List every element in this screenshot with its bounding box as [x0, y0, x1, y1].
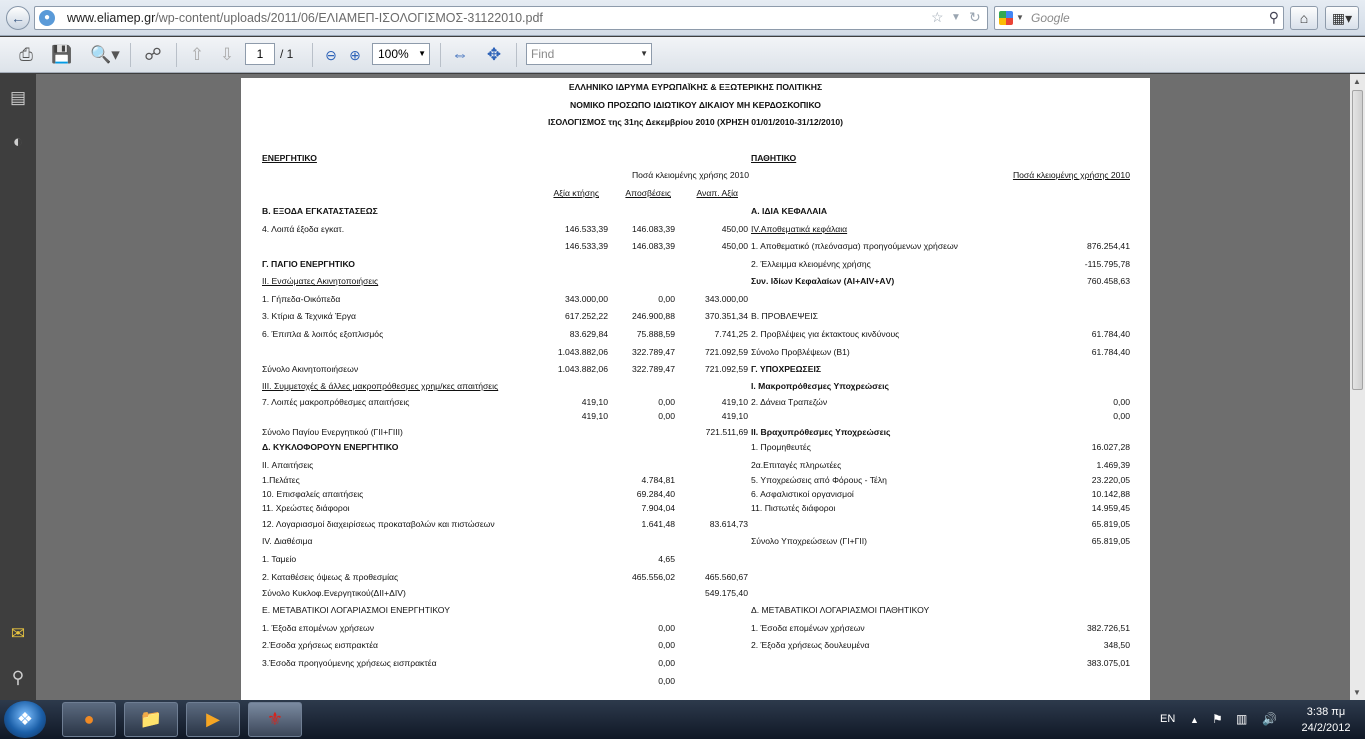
- asset-row-label: Σύνολο Ακινητοποιήσεων: [262, 364, 359, 374]
- asset-row-net-value: 7.741,25: [714, 329, 748, 339]
- asset-row-label: 7. Λοιπές μακροπρόθεσμες απαιτήσεις: [262, 397, 410, 407]
- asset-row-cost: 1.043.882,06: [557, 347, 608, 357]
- show-hidden-icons-icon[interactable]: ▲: [1190, 715, 1199, 725]
- network-icon[interactable]: ▥: [1236, 712, 1248, 726]
- liability-row-label: Δ. ΜΕΤΑΒΑΤΙΚΟΙ ΛΟΓΑΡΙΑΣΜΟΙ ΠΑΘΗΤΙΚΟΥ: [751, 605, 930, 615]
- asset-row-label: Β. ΕΞΟΔΑ ΕΓΚΑΤΑΣΤΑΣΕΩΣ: [262, 206, 378, 216]
- asset-row-cost: 419,10: [581, 397, 608, 407]
- zoom-in-button[interactable]: [344, 42, 366, 68]
- asset-row-depreciation: 0,00: [658, 640, 675, 650]
- liability-row-value: 16.027,28: [1091, 442, 1130, 452]
- search-box[interactable]: [994, 6, 1284, 30]
- asset-row-label: III. Συμμετοχές & άλλες μακροπρόθεσμες χρημ/κες απαιτήσεις: [262, 381, 499, 391]
- amount-header-right: Ποσά κλειομένης χρήσης 2010: [1012, 170, 1130, 180]
- asset-row-depreciation: 0,00: [658, 397, 675, 407]
- back-button[interactable]: [6, 6, 30, 30]
- windows-start-icon[interactable]: ❖: [4, 701, 46, 738]
- asset-row-depreciation: 7.904,04: [641, 503, 675, 513]
- asset-row-depreciation: 4.784,81: [641, 475, 675, 485]
- assets-title: ΕΝΕΡΓΗΤΙΚΟ: [262, 153, 317, 163]
- liability-row-label: Β. ΠΡΟΒΛΕΨΕΙΣ: [751, 311, 818, 321]
- comments-icon[interactable]: ✉: [10, 624, 26, 643]
- amount-header-left: Ποσά κλειομένης χρήσης 2010: [631, 170, 749, 180]
- liability-row-value: 0,00: [1113, 411, 1130, 421]
- asset-row-label: 6. Έπιπλα & λοιπός εξοπλισμός: [262, 329, 384, 339]
- asset-row-cost: 419,10: [581, 411, 608, 421]
- asset-row-cost: 146.533,39: [564, 224, 608, 234]
- fit-width-icon: ⇔: [451, 45, 469, 64]
- liability-row-label: 2. Έλλειμμα κλειομένης χρήσης: [751, 259, 871, 269]
- liability-row-value: 383.075,01: [1086, 658, 1130, 668]
- asset-row-net-value: 343.000,00: [704, 294, 748, 304]
- asset-row-label: 1. Έξοδα επομένων χρήσεων: [262, 623, 375, 633]
- zoom-out-button[interactable]: [320, 42, 342, 68]
- liability-row-label: 5. Υποχρεώσεις από Φόρους - Τέλη: [751, 475, 887, 485]
- toolbar-separator: [312, 43, 313, 67]
- home-icon: ⌂: [1299, 10, 1309, 26]
- liability-row-label: 1. Αποθεματικό (πλεόνασμα) προηγούμενων χρήσεων: [751, 241, 958, 251]
- search-engine-dropdown-icon[interactable]: ▼: [1016, 13, 1024, 22]
- save-icon: 💾: [51, 45, 73, 64]
- asset-row-label: 4. Λοιπά έξοδα εγκατ.: [262, 224, 345, 234]
- next-page-button[interactable]: [214, 42, 240, 68]
- asset-row-label: II. Ενσώματες Ακινητοποιήσεις: [262, 276, 379, 286]
- liability-row-label: Α. ΙΔΙΑ ΚΕΦΑΛΑΙΑ: [751, 206, 828, 216]
- google-icon[interactable]: [999, 11, 1013, 25]
- liability-row-label: ΙΙ. Βραχυπρόθεσμες Υποχρεώσεις: [751, 427, 891, 437]
- address-bar[interactable]: [34, 6, 988, 30]
- share-icon: ☍: [144, 45, 162, 64]
- asset-row-net-value: 721.092,59: [704, 347, 748, 357]
- asset-row-net-value: 450,00: [721, 224, 748, 234]
- asset-row-label: 11. Χρεώστες διάφοροι: [262, 503, 350, 513]
- asset-row-depreciation: 4,65: [658, 554, 675, 564]
- liability-row-label: Σύνολο Υποχρεώσεων (ΓΙ+ΓΙΙ): [751, 536, 868, 546]
- document-properties-icon: 🔍▾: [90, 45, 120, 64]
- liability-row-value: 65.819,05: [1091, 536, 1130, 546]
- browser-navigation-bar: [0, 0, 1365, 36]
- col-header-net-value: Αναπ. Αξία: [696, 188, 738, 198]
- windows-taskbar: [0, 700, 1365, 739]
- next-page-icon: ⇩: [219, 45, 235, 64]
- binoculars-icon[interactable]: ◐: [12, 132, 24, 151]
- asset-row-label: II. Απαιτήσεις: [262, 460, 314, 470]
- liability-row-label: Γ. ΥΠΟΧΡΕΩΣΕΙΣ: [751, 364, 821, 374]
- liability-row-value: 382.726,51: [1086, 623, 1130, 633]
- liability-row-value: -115.795,78: [1084, 259, 1130, 269]
- liability-row-value: 876.254,41: [1086, 241, 1130, 251]
- asset-row-net-value: 83.614,73: [709, 519, 748, 529]
- asset-row-net-value: 721.511,69: [705, 427, 748, 437]
- vertical-scrollbar[interactable]: [1350, 74, 1365, 700]
- pdf-toolbar: [0, 37, 1365, 73]
- asset-row-depreciation: 146.083,39: [631, 224, 675, 234]
- liability-row-label: 2α.Επιταγές πληρωτέες: [751, 460, 842, 470]
- search-icon[interactable]: ⚲: [1268, 9, 1279, 25]
- media-player-icon[interactable]: ▶: [186, 702, 240, 737]
- save-button[interactable]: [48, 42, 76, 68]
- asset-row-net-value: 450,00: [721, 241, 748, 251]
- asset-row-label: Γ. ΠΑΓΙΟ ΕΝΕΡΓΗΤΙΚΟ: [262, 259, 355, 269]
- prev-page-icon: ⇧: [189, 45, 205, 64]
- liability-row-value: 760.458,63: [1086, 276, 1130, 286]
- liabilities-title: ΠΑΘΗΤΙΚΟ: [751, 153, 797, 163]
- asset-row-net-value: 465.560,67: [704, 572, 748, 582]
- asset-row-net-value: 419,10: [721, 397, 748, 407]
- bookmarks-icon: ▦▾: [1331, 10, 1353, 26]
- fit-width-button[interactable]: [448, 42, 472, 68]
- print-button[interactable]: [12, 42, 40, 68]
- liability-row-value: 0,00: [1113, 397, 1130, 407]
- clock-date[interactable]: 24/2/2012: [1301, 722, 1351, 734]
- liability-row-value: 61.784,40: [1091, 347, 1130, 357]
- asset-row-depreciation: 0,00: [658, 658, 675, 668]
- asset-row-depreciation: 69.284,40: [636, 489, 675, 499]
- pages-icon[interactable]: ▤: [9, 88, 27, 107]
- zoom-out-icon: ⊖: [325, 47, 337, 63]
- asset-row-label: 2.Έσοδα χρήσεως εισπρακτέα: [262, 640, 379, 650]
- prev-page-button[interactable]: [184, 42, 210, 68]
- zoom-value: 100%: [378, 47, 409, 61]
- scroll-down-icon[interactable]: ▼: [1353, 688, 1361, 697]
- zoom-in-icon: ⊕: [349, 47, 361, 63]
- asset-row-label: IV. Διαθέσιμα: [262, 536, 313, 546]
- asset-row-label: 2. Καταθέσεις όψεως & προθεσμίας: [262, 572, 399, 582]
- print-icon: ⎙: [19, 45, 33, 64]
- liability-row-label: 2. Δάνεια Τραπεζών: [751, 397, 828, 407]
- document-properties-button[interactable]: [86, 42, 124, 68]
- fit-page-icon: ✥: [486, 45, 502, 64]
- asset-row-label: 3.Έσοδα προηγούμενης χρήσεως εισπρακτέα: [262, 658, 437, 668]
- asset-row-label: 12. Λογαριασμοί διαχειρίσεως προκαταβολών και πιστώσεων: [262, 519, 495, 529]
- asset-row-depreciation: 322.789,47: [631, 364, 675, 374]
- action-center-icon[interactable]: ⚑: [1212, 712, 1223, 726]
- liability-row-value: 23.220,05: [1091, 475, 1130, 485]
- liability-row-label: 2. Έξοδα χρήσεως δουλευμένα: [751, 640, 870, 650]
- col-header-cost: Αξία κτήσης: [553, 188, 599, 198]
- asset-row-depreciation: 1.641,48: [641, 519, 675, 529]
- asset-row-label: 1.Πελάτες: [262, 475, 300, 485]
- asset-row-depreciation: 246.900,88: [631, 311, 675, 321]
- liability-row-value: 1.469,39: [1096, 460, 1130, 470]
- star-icon[interactable]: ☆: [931, 9, 944, 25]
- asset-row-depreciation: 146.083,39: [631, 241, 675, 251]
- liability-row-value: 61.784,40: [1091, 329, 1130, 339]
- security-icon: ●: [39, 10, 55, 26]
- liability-row-label: 11. Πιστωτές διάφοροι: [751, 503, 836, 513]
- liability-row-label: Συν. Ιδίων Κεφαλαίων (ΑΙ+ΑΙV+ΑV): [751, 276, 895, 286]
- asset-row-label: 1. Γήπεδα-Οικόπεδα: [262, 294, 341, 304]
- page-number-input[interactable]: 1: [245, 43, 275, 65]
- firefox-icon[interactable]: ●: [62, 702, 116, 737]
- toolbar-separator: [130, 43, 131, 67]
- toolbar-separator: [176, 43, 177, 67]
- volume-icon[interactable]: 🔊: [1262, 712, 1277, 726]
- dropdown-icon[interactable]: ▼: [951, 12, 961, 23]
- liability-row-label: Σύνολο Προβλέψεων (Β1): [751, 347, 850, 357]
- clock-time[interactable]: 3:38 πμ: [1306, 706, 1346, 718]
- asset-row-label: 10. Επισφαλείς απαιτήσεις: [262, 489, 364, 499]
- navigation-pane: [0, 74, 36, 700]
- chevron-down-icon: ▼: [640, 49, 648, 58]
- share-button[interactable]: [138, 42, 168, 68]
- toolbar-separator: [440, 43, 441, 67]
- page-total: / 1: [280, 47, 294, 61]
- liability-row-label: 1. Προμηθευτές: [751, 442, 811, 452]
- liability-row-label: 2. Προβλέψεις για έκτακτους κινδύνους: [751, 329, 900, 339]
- asset-row-net-value: 419,10: [721, 411, 748, 421]
- doc-header-3: ΙΣΟΛΟΓΙΣΜΟΣ της 31ης Δεκεμβρίου 2010 (ΧΡΗΣΗ 01/01/2010-31/12/2010): [547, 117, 844, 127]
- liability-row-label: Ι. Μακροπρόθεσμες Υποχρεώσεις: [751, 381, 889, 391]
- doc-header-2: ΝΟΜΙΚΟ ΠΡΟΣΩΠΟ ΙΔΙΩΤΙΚΟΥ ΔΙΚΑΙΟΥ ΜΗ ΚΕΡΔΟΣΚΟΠΙΚΟ: [570, 100, 821, 110]
- fit-page-button[interactable]: [482, 42, 506, 68]
- asset-row-cost: 83.629,84: [569, 329, 608, 339]
- asset-row-net-value: 370.351,34: [704, 311, 748, 321]
- asset-row-depreciation: 0,00: [658, 294, 675, 304]
- asset-row-depreciation: 465.556,02: [631, 572, 675, 582]
- asset-row-cost: 146.533,39: [564, 241, 608, 251]
- asset-row-net-value: 549.175,40: [704, 588, 748, 598]
- language-indicator[interactable]: EN: [1160, 713, 1176, 725]
- url-text[interactable]: www.eliamep.gr/wp-content/uploads/2011/06/ΕΛΙΑΜΕΠ-ΙΣΟΛΟΓΙΣΜΟΣ-31122010.pdf: [67, 11, 543, 25]
- liability-row-value: 10.142,88: [1091, 489, 1130, 499]
- explorer-icon[interactable]: 📁: [124, 702, 178, 737]
- find-placeholder: Find: [531, 47, 555, 61]
- asset-row-label: Ε. ΜΕΤΑΒΑΤΙΚΟΙ ΛΟΓΑΡΙΑΣΜΟΙ ΕΝΕΡΓΗΤΙΚΟΥ: [262, 605, 450, 615]
- liability-row-label: IV.Αποθεματικά κεφάλαια: [751, 224, 848, 234]
- attachment-icon[interactable]: ⚲: [11, 668, 25, 687]
- acrobat-icon[interactable]: ⚜: [248, 702, 302, 737]
- liability-row-label: 1. Έσοδα επομένων χρήσεων: [751, 623, 865, 633]
- scroll-thumb[interactable]: [1352, 90, 1363, 390]
- asset-row-depreciation: 0,00: [658, 411, 675, 421]
- liability-row-label: 6. Ασφαλιστικοί οργανισμοί: [751, 489, 854, 499]
- asset-row-net-value: 721.092,59: [704, 364, 748, 374]
- asset-row-label: Δ. ΚΥΚΛΟΦΟΡΟΥΝ ΕΝΕΡΓΗΤΙΚΟ: [262, 442, 399, 452]
- back-arrow-icon: ←: [11, 10, 25, 26]
- liability-row-value: 14.959,45: [1091, 503, 1130, 513]
- asset-row-label: 3. Κτίρια & Τεχνικά Έργα: [262, 311, 357, 321]
- zoom-select[interactable]: [372, 43, 430, 65]
- asset-row-label: Σύνολο Παγίου Ενεργητικού (ΓΙΙ+ΓΙΙΙ): [262, 427, 403, 437]
- asset-row-depreciation: 75.888,59: [636, 329, 675, 339]
- col-header-depreciation: Αποσβέσεις: [625, 188, 671, 198]
- asset-row-depreciation: 322.789,47: [631, 347, 675, 357]
- asset-row-cost: 1.043.882,06: [557, 364, 608, 374]
- reload-icon[interactable]: ↻: [969, 9, 981, 25]
- pdf-page: [241, 78, 1150, 700]
- home-button[interactable]: [1290, 6, 1318, 30]
- asset-row-label: 1. Ταμείο: [262, 554, 297, 564]
- asset-row-label: Σύνολο Κυκλοφ.Ενεργητικού(ΔΙΙ+ΔΙV): [262, 588, 406, 598]
- liability-row-value: 65.819,05: [1091, 519, 1130, 529]
- find-input[interactable]: [526, 43, 652, 65]
- document-viewer[interactable]: [36, 74, 1350, 700]
- asset-row-cost: 617.252,22: [564, 311, 608, 321]
- bookmarks-button[interactable]: [1325, 6, 1359, 30]
- chevron-down-icon: ▼: [418, 49, 426, 58]
- liability-row-value: 348,50: [1103, 640, 1130, 650]
- asset-row-depreciation: 0,00: [658, 676, 675, 686]
- search-placeholder: Google: [1031, 11, 1070, 25]
- toolbar-separator: [516, 43, 517, 67]
- asset-row-cost: 343.000,00: [564, 294, 608, 304]
- scroll-up-icon[interactable]: ▲: [1353, 77, 1361, 86]
- doc-header-1: ΕΛΛΗΝΙΚΟ ΙΔΡΥΜΑ ΕΥΡΩΠΑΪΚΗΣ & ΕΞΩΤΕΡΙΚΗΣ ΠΟΛΙΤΙΚΗΣ: [568, 82, 823, 92]
- asset-row-depreciation: 0,00: [658, 623, 675, 633]
